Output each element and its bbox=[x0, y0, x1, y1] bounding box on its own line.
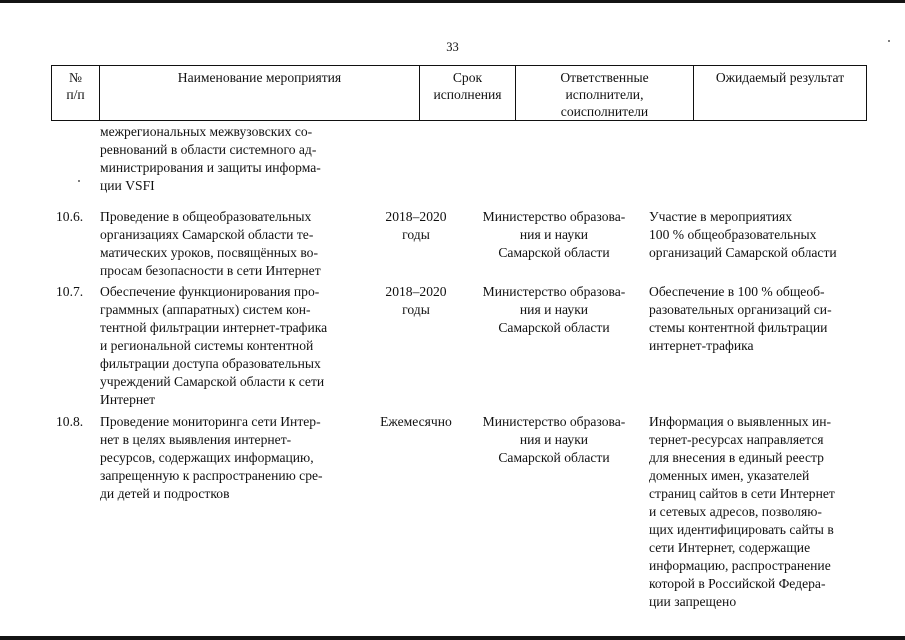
text-line: тентной фильтрации интернет-трафика bbox=[100, 320, 328, 335]
text-line: Проведение в общеобразовательных bbox=[100, 209, 312, 224]
text-line: Самарской области bbox=[498, 320, 610, 335]
text-line: Участие в мероприятиях bbox=[649, 209, 793, 224]
text-line: и сетевых адресов, позволяю- bbox=[649, 504, 822, 519]
text-line: 2018–2020 bbox=[385, 284, 447, 299]
row-name bbox=[100, 283, 362, 409]
text-line: 100 % общеобразовательных bbox=[649, 227, 817, 242]
text-line: разовательных организаций си- bbox=[649, 302, 832, 317]
text-line: страниц сайтов в сети Интернет bbox=[649, 486, 835, 501]
text-line: организаций Самарской области bbox=[649, 245, 837, 260]
text-line: ния и науки bbox=[519, 302, 589, 317]
row-responsible bbox=[466, 283, 642, 337]
header-term bbox=[420, 66, 516, 120]
text-line: доменных имен, указателей bbox=[649, 468, 810, 483]
text-line: ния и науки bbox=[519, 227, 589, 242]
text-line: Информация о выявленных ин- bbox=[649, 414, 832, 429]
row-name bbox=[100, 413, 362, 503]
continuation-text bbox=[100, 123, 362, 195]
text-line: ди детей и подростков bbox=[100, 486, 230, 501]
text-line: Интернет bbox=[100, 392, 156, 407]
text-line: исполнители, bbox=[565, 87, 644, 102]
text-line: Проведение мониторинга сети Интер- bbox=[100, 414, 321, 429]
text-line: Ежемесячно bbox=[380, 414, 452, 429]
text-line: тернет-ресурсах направляется bbox=[649, 432, 824, 447]
row-term bbox=[370, 208, 462, 244]
text-line: Ожидаемый результат bbox=[715, 70, 845, 85]
text-line: Министерство образова- bbox=[482, 414, 626, 429]
text-line: годы bbox=[402, 302, 430, 317]
text-line: учреждений Самарской области к сети bbox=[100, 374, 325, 389]
text-line: которой в Российской Федера- bbox=[649, 576, 826, 591]
scan-border-bottom bbox=[0, 636, 905, 640]
text-line: Министерство образова- bbox=[482, 209, 626, 224]
text-line: Обеспечение в 100 % общеоб- bbox=[649, 284, 825, 299]
text-line: граммных (аппаратных) систем кон- bbox=[100, 302, 311, 317]
text-line: годы bbox=[402, 227, 430, 242]
row-num: 10.8. bbox=[56, 414, 84, 429]
row-name bbox=[100, 208, 362, 280]
text-line: ции запрещено bbox=[649, 594, 737, 609]
text-line: соисполнители bbox=[560, 104, 649, 119]
table-header-row bbox=[51, 65, 867, 121]
scan-speck bbox=[78, 180, 80, 182]
header-name bbox=[100, 66, 420, 120]
text-line: № bbox=[69, 70, 82, 85]
text-line: интернет-трафика bbox=[649, 338, 754, 353]
text-line: Самарской области bbox=[498, 450, 610, 465]
row-result bbox=[649, 208, 862, 262]
text-line: Срок bbox=[452, 70, 483, 85]
text-line: сети Интернет, содержащие bbox=[649, 540, 811, 555]
text-line: ния и науки bbox=[519, 432, 589, 447]
text-line: для внесения в единый реестр bbox=[649, 450, 824, 465]
header-responsible bbox=[516, 66, 694, 120]
text-line: стемы контентной фильтрации bbox=[649, 320, 828, 335]
page-number: 33 bbox=[446, 40, 459, 54]
text-line: запрещенную к распространению сре- bbox=[100, 468, 323, 483]
text-line: информацию, распространение bbox=[649, 558, 831, 573]
text-line: Самарской области bbox=[498, 245, 610, 260]
text-line: межрегиональных межвузовских со- bbox=[100, 124, 313, 139]
text-line: Обеспечение функционирования про- bbox=[100, 284, 320, 299]
text-line: организациях Самарской области те- bbox=[100, 227, 314, 242]
header-result bbox=[694, 66, 866, 120]
text-line: Ответственные bbox=[560, 70, 649, 85]
row-result bbox=[649, 283, 862, 355]
text-line: министрирования и защиты информа- bbox=[100, 160, 321, 175]
text-line: п/п bbox=[66, 87, 85, 102]
row-responsible bbox=[466, 413, 642, 467]
text-line: Министерство образова- bbox=[482, 284, 626, 299]
text-line: и региональной системы контентной bbox=[100, 338, 314, 353]
text-line: Наименование мероприятия bbox=[177, 70, 342, 85]
text-line: исполнения bbox=[433, 87, 502, 102]
text-line: 2018–2020 bbox=[385, 209, 447, 224]
text-line: ции VSFI bbox=[100, 178, 155, 193]
row-result bbox=[649, 413, 862, 611]
row-responsible bbox=[466, 208, 642, 262]
row-num: 10.6. bbox=[56, 209, 84, 224]
text-line: нет в целях выявления интернет- bbox=[100, 432, 292, 447]
scan-border-top bbox=[0, 0, 905, 3]
text-line: фильтрации доступа образовательных bbox=[100, 356, 321, 371]
text-line: ресурсов, содержащих информацию, bbox=[100, 450, 314, 465]
row-term bbox=[370, 283, 462, 319]
row-num: 10.7. bbox=[56, 284, 84, 299]
text-line: щих идентифицировать сайты в bbox=[649, 522, 834, 537]
text-line: ревнований в области системного ад- bbox=[100, 142, 317, 157]
row-term bbox=[370, 413, 462, 431]
text-line: матических уроков, посвящённых во- bbox=[100, 245, 319, 260]
text-line: просам безопасности в сети Интернет bbox=[100, 263, 321, 278]
header-num bbox=[52, 66, 100, 120]
